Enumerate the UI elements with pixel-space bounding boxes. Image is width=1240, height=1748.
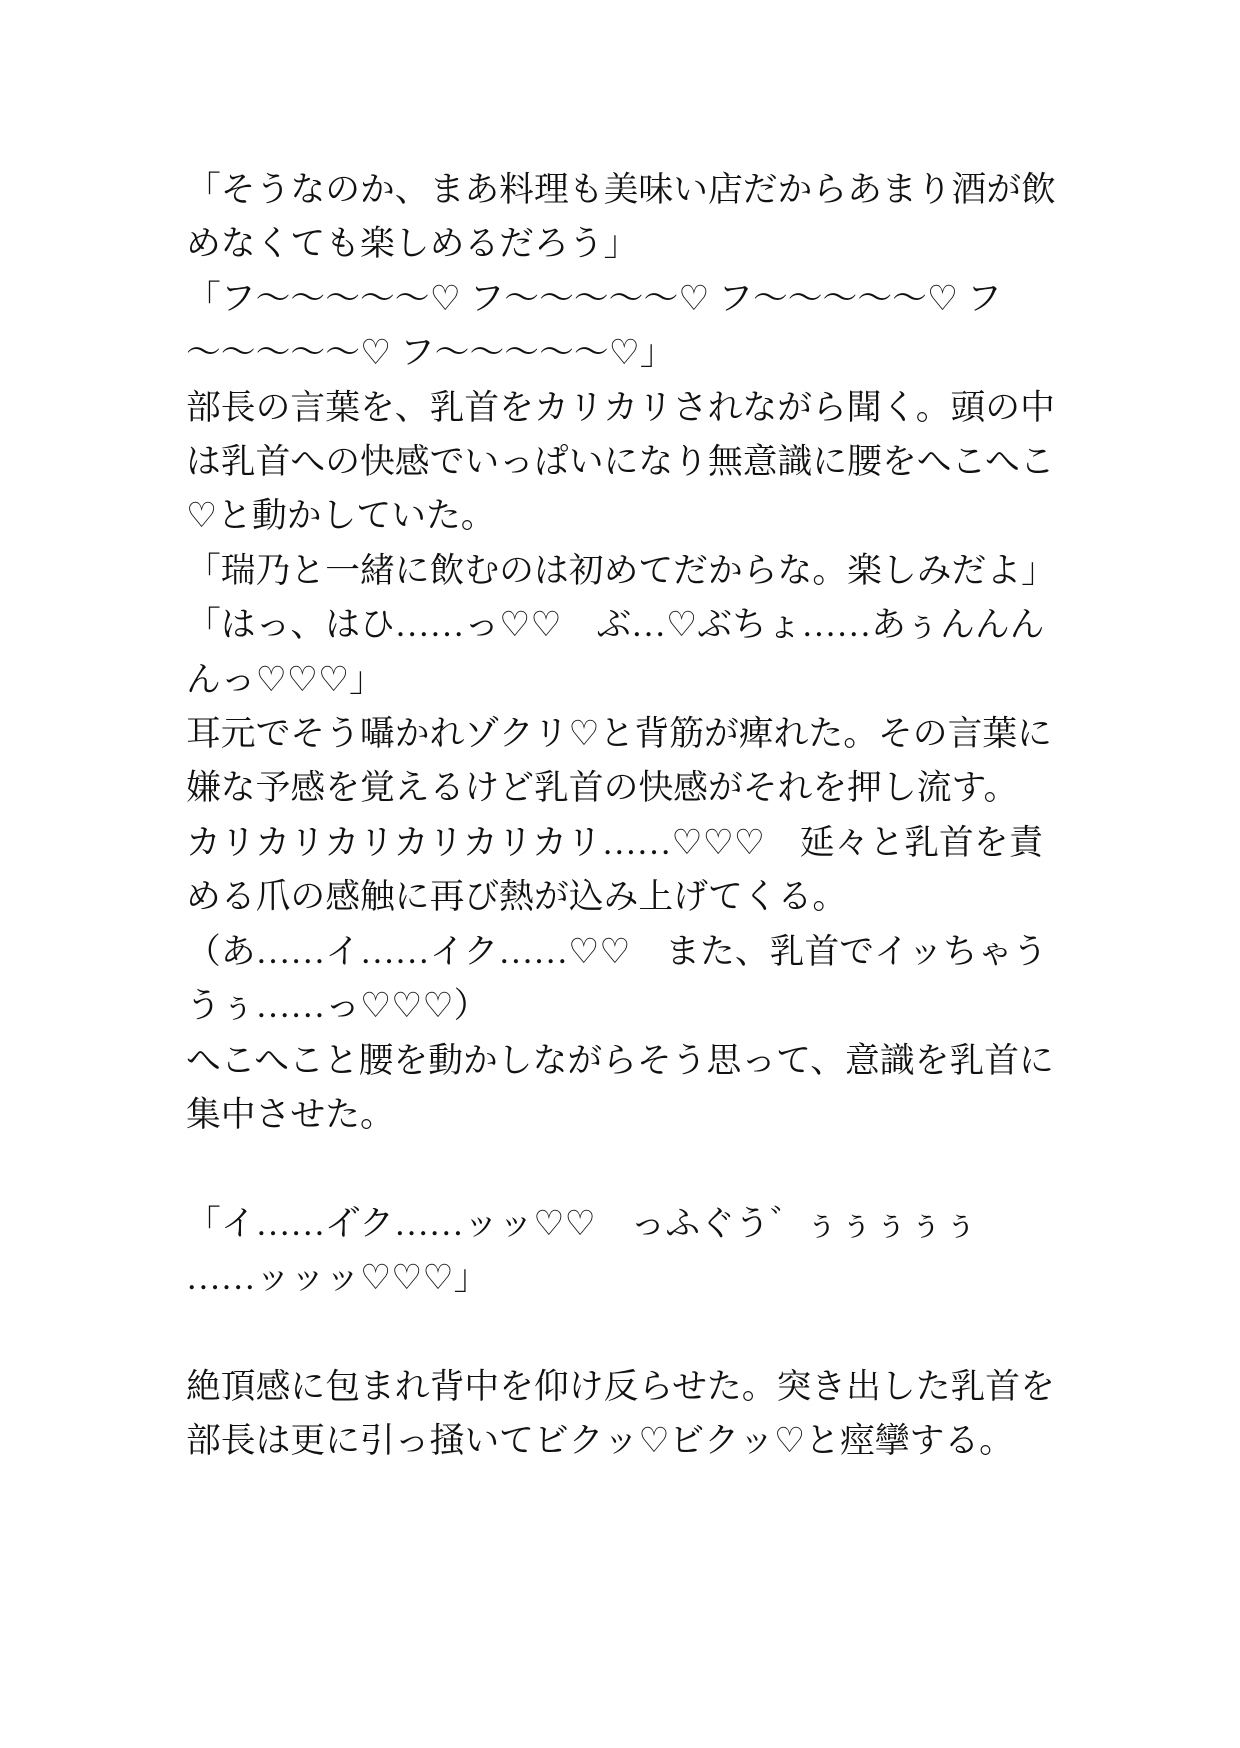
text-line: 「そうなのか、まあ料理も美味い店だからあまり酒が飲 xyxy=(186,170,1056,209)
text-line: 「瑞乃と一緒に飲むのは初めてだからな。楽しみだよ」 xyxy=(186,550,1056,590)
text-line: ……ッッッ♡♡♡」 xyxy=(186,1258,489,1298)
text-line: 部長の言葉を、乳首をカリカリされながら聞く。頭の中 xyxy=(186,387,1055,427)
story-text-block xyxy=(186,163,1056,1469)
text-line: へこへこと腰を動かしながらそう思って、意識を乳首に xyxy=(186,1040,1054,1080)
text-line: ♡と動かしていた。 xyxy=(186,496,496,536)
text-line: めなくても楽しめるだろう」 xyxy=(186,224,639,264)
text-line: 集中させた。 xyxy=(186,1094,395,1134)
text-line: 「フ〜〜〜〜〜♡ フ〜〜〜〜〜♡ フ〜〜〜〜〜♡ フ xyxy=(186,278,1002,318)
text-line: める爪の感触に再び熱が込み上げてくる。 xyxy=(186,877,848,917)
text-line: （あ……イ……イク……♡♡ また、乳首でイッちゃう xyxy=(186,931,1048,971)
text-line: んっ♡♡♡」 xyxy=(186,659,384,699)
text-line: 嫌な予感を覚えるけど乳首の快感がそれを押し流す。 xyxy=(186,768,1019,808)
blank-line xyxy=(186,1142,1056,1196)
text-line: は乳首への快感でいっぱいになり無意識に腰をへこへこ xyxy=(186,442,1055,482)
text-line: 絶頂感に包まれ背中を仰け反らせた。突き出した乳首を xyxy=(186,1366,1055,1406)
blank-line xyxy=(186,1306,1056,1360)
text-line: 〜〜〜〜〜♡ フ〜〜〜〜〜♡」 xyxy=(186,333,675,373)
text-line: 「はっ、はひ……っ♡♡ ぶ…♡ぶちょ……あぅんんん xyxy=(186,605,1045,645)
text-line: うぅ……っ♡♡♡） xyxy=(186,986,489,1026)
text-line: 部長は更に引っ掻いてビクッ♡ビクッ♡と痙攣する。 xyxy=(186,1421,1014,1461)
text-line: カリカリカリカリカリカリ……♡♡♡ 延々と乳首を責 xyxy=(186,822,1044,862)
text-line: 耳元でそう囁かれゾクリ♡と背筋が痺れた。その言葉に xyxy=(186,714,1052,754)
text-line: 「イ……イ゙ク……ッッ♡♡ っふぐう゛ぅぅぅぅぅ xyxy=(186,1203,979,1243)
